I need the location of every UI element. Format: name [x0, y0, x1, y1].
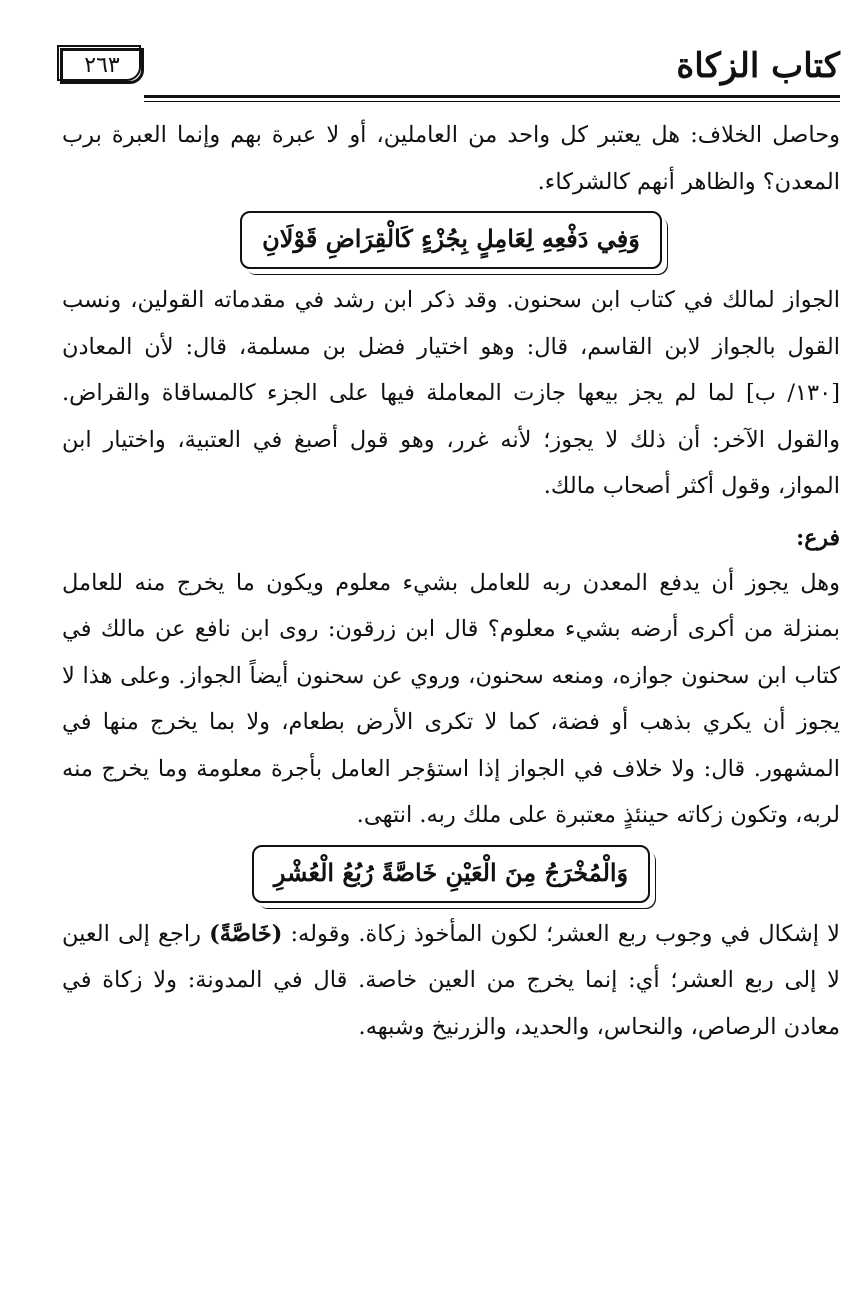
- section-heading-2: وَالْمُخْرَجُ مِنَ الْعَيْنِ خَاصَّةً رُبُعُ الْعُشْرِ: [252, 845, 650, 903]
- paragraph-4-text-a: لا إشكال في وجوب ربع العشر؛ لكون المأخوذ زكاة. وقوله:: [282, 920, 840, 947]
- quoted-term: (خَاصَّةً): [209, 920, 283, 947]
- paragraph-4: [62, 911, 840, 1051]
- page-body: [62, 112, 840, 1050]
- page-number: ٢٦٣: [60, 48, 144, 84]
- paragraph-2: الجواز لمالك في كتاب ابن سحنون. وقد ذكر ابن رشد في مقدماته القولين، ونسب القول بالجواز لابن القاسم، قال: وهو اختيار فضل بن مسلمة، قال: لأن المعادن [١٣٠/ ب] لما لم يجز بيعها جازت المعاملة فيها على الجزء كالمساقاة والقراض. والقول الآخر: أن ذلك لا يجوز؛ لأنه غرر، وهو قول أصبغ في العتبية، واختيار ابن المواز، وقول أكثر أصحاب مالك.: [62, 287, 840, 499]
- paragraph-4-text-b: راجع إلى العين لا إلى ربع العشر؛ أي: إنما يخرج من العين خاصة. قال في المدونة: ولا زكاة في معادن الرصاص، والنحاس، والحديد، والزرنيخ وشبهه.: [62, 920, 840, 1040]
- header-rule: [144, 95, 840, 98]
- section-heading-1: وَفِي دَفْعِهِ لِعَامِلٍ بِجُزْءٍ كَالْقِرَاضِ قَوْلَانِ: [240, 211, 662, 269]
- book-title: كتاب الزكاة: [676, 46, 840, 86]
- paragraph-3: وهل يجوز أن يدفع المعدن ربه للعامل بشيء معلوم ويكون ما يخرج منه للعامل بمنزلة من أكرى أرضه بشيء معلوم؟ قال ابن زرقون: روى ابن نافع عن مالك في كتاب ابن سحنون جوازه، ومنعه سحنون، وروي عن سحنون أيضاً الجواز. وعلى هذا لا يجوز أن يكري بذهب أو فضة، كما لا تكرى الأرض بطعام، ولا بما يخرج منها في المشهور. قال: ولا خلاف في الجواز إذا استؤجر العامل بأجرة معلومة وما يخرج منه لربه، وتكون زكاته حينئذٍ معتبرة على ملك ربه. انتهى.: [62, 569, 840, 828]
- heading-box-1-wrap: [62, 211, 840, 269]
- heading-box-2-wrap: [62, 845, 840, 903]
- page-header: [60, 44, 840, 92]
- subsection-label: فرع:: [796, 524, 840, 551]
- paragraph-intro: وحاصل الخلاف: هل يعتبر كل واحد من العاملين، أو لا عبرة بهم وإنما العبرة برب المعدن؟ والظاهر أنهم كالشركاء.: [62, 122, 840, 195]
